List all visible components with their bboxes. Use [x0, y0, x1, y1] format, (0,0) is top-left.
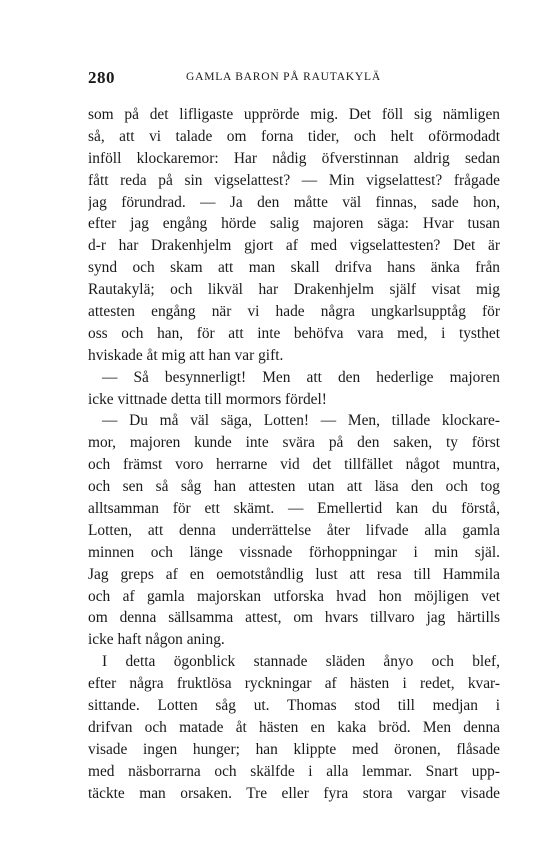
- text-line: Lotten, att denna underrättelse åter lifvade alla gamla: [88, 521, 500, 539]
- page-header: [88, 68, 500, 88]
- text-line: oss och han, för att inte behöfva vara med, i tysthet: [88, 324, 500, 342]
- text-line: Rautakylä; och likväl har Drakenhjelm själf visat mig: [88, 281, 500, 299]
- text-line: som på det lifligaste upprörde mig. Det föll sig nämligen: [88, 106, 500, 123]
- text-line: och främst voro herrarne vid det tillfället något muntra,: [88, 456, 500, 474]
- text-line: alltsamman för ett skämt. — Emellertid kan du förstå,: [88, 500, 500, 518]
- text-line: synd och skam att man skall drifva hans änka från: [88, 259, 500, 277]
- text-line: Jag greps af en oemotståndlig lust att resa till Hammila: [88, 565, 500, 583]
- text-line: inföll klockaremor: Har nådig öfverstinnan aldrig sedan: [88, 149, 500, 167]
- text-line: — Så besynnerligt! Men att den hederlige majoren: [102, 368, 500, 386]
- text-line: mor, majoren kunde inte svära på den saken, ty först: [88, 434, 500, 452]
- text-line: sittande. Lotten såg ut. Thomas stod till medjan i: [88, 697, 500, 715]
- text-line: icke vittnade detta till mormors fördel!: [88, 390, 327, 408]
- text-line: och sen så såg han attesten utan att läsa den och tog: [88, 478, 500, 496]
- text-line: I detta ögonblick stannade släden ånyo och blef,: [102, 653, 500, 671]
- text-line: fått reda på sin vigselattest? — Min vigselattest? frågade: [88, 171, 500, 189]
- text-line: — Du må väl säga, Lotten! — Men, tillade klockare-: [102, 412, 500, 430]
- text-line: visade ingen hunger; han klippte med öronen, flåsade: [88, 740, 500, 758]
- text-line: jag förundrad. — Ja den måtte väl finnas, sade hon,: [88, 193, 500, 211]
- text-line: täckte man orsaken. Tre eller fyra stora vargar visade: [88, 784, 500, 802]
- body-text: [88, 104, 500, 805]
- text-line: icke haft någon aning.: [88, 631, 225, 649]
- text-line: och af gamla majorskan utforska hvad hon möjligen vet: [88, 587, 500, 605]
- text-line: med näsborrarna och skälfde i alla lemmar. Snart upp-: [88, 762, 500, 780]
- text-line: minnen och länge vissnade förhoppningar i min själ.: [88, 543, 500, 561]
- text-line: så, att vi talade om forna tider, och helt oförmodadt: [88, 127, 500, 145]
- text-line: efter jag engång hörde salig majoren säga: Hvar tusan: [88, 215, 500, 233]
- page-number: 280: [88, 68, 115, 87]
- text-line: d-r har Drakenhjelm gjort af med vigselattesten? Det är: [88, 237, 500, 255]
- text-line: attesten engång när vi hade några ungkarlsupptåg för: [88, 303, 500, 321]
- text-line: drifvan och matade åt hästen en kaka bröd. Men denna: [88, 718, 500, 736]
- text-line: efter några fruktlösa ryckningar af hästen i redet, kvar-: [88, 675, 500, 693]
- text-line: om denna sällsamma attest, om hvars tillvaro jag härtills: [88, 609, 500, 627]
- text-line: hviskade åt mig att han var gift.: [88, 346, 284, 364]
- running-title: GAMLA BARON PÅ RAUTAKYLÄ: [186, 71, 381, 83]
